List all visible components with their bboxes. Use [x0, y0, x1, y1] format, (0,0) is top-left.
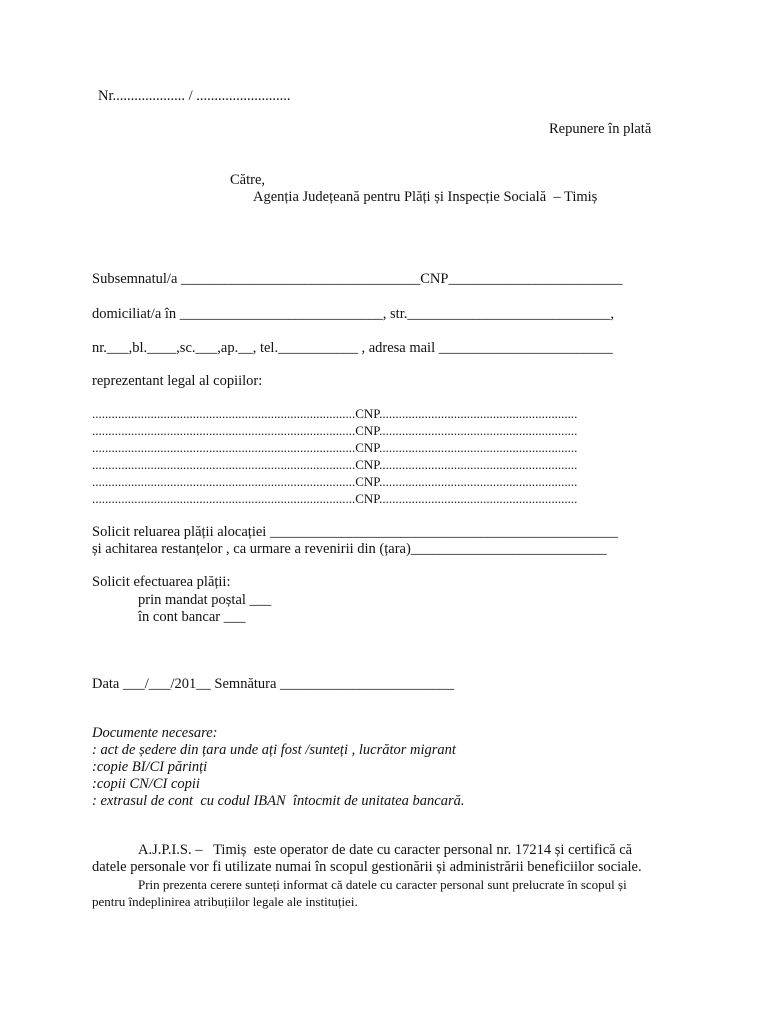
data-operator-statement: A.J.P.I.S. – Timiș este operator de date cu caracter personal nr. 17214 și certifică că: [138, 842, 633, 858]
applicant-name-cnp-line: Subsemnatul/a _________________________________CNP________________________: [92, 271, 623, 287]
required-document-item: :copie BI/CI părinți: [92, 759, 208, 775]
child-entry-line: .................................................................................CNP.............................................................: [92, 440, 578, 455]
required-document-item: :copii CN/CI copii: [92, 776, 200, 792]
required-document-item: : extrasul de cont cu codul IBAN întocmit de unitatea bancară.: [92, 793, 465, 809]
data-processing-notice: Prin prezenta cerere sunteți informat că datele cu caracter personal sunt prelucrate în scopul și: [138, 877, 627, 892]
required-documents-title: Documente necesare:: [92, 725, 218, 741]
recipient-salutation: Către,: [230, 172, 266, 188]
child-entry-line: .................................................................................CNP.............................................................: [92, 491, 578, 506]
payment-method-title: Solicit efectuarea plății:: [92, 574, 231, 590]
recipient-agency: Agenția Județeană pentru Plăți și Inspecție Socială – Timiș: [253, 189, 598, 205]
child-entry-line: .................................................................................CNP.............................................................: [92, 406, 578, 421]
applicant-contact-line: nr.___,bl.____,sc.___,ap.__, tel.___________ , adresa mail ________________________: [92, 340, 613, 356]
child-entry-line: .................................................................................CNP.............................................................: [92, 474, 578, 489]
child-entry-line: .................................................................................CNP.............................................................: [92, 423, 578, 438]
required-document-item: : act de ședere din țara unde ați fost /sunteți , lucrător migrant: [92, 742, 456, 758]
legal-representative-label: reprezentant legal al copiilor:: [92, 373, 263, 389]
registration-number-line: Nr.................... / ..........................: [98, 88, 291, 104]
request-allowance-line: Solicit reluarea plății alocației ________________________________________________: [92, 524, 618, 540]
data-processing-notice-continued: pentru îndeplinirea atribuțiilor legale ale instituției.: [92, 894, 358, 909]
payment-option-postal: prin mandat poștal ___: [138, 592, 272, 608]
payment-option-bank: în cont bancar ___: [138, 609, 246, 625]
data-usage-statement: datele personale vor fi utilizate numai în scopul gestionării și administrării beneficiilor sociale.: [92, 859, 642, 875]
applicant-address-line: domiciliat/a în ____________________________, str.____________________________,: [92, 306, 614, 322]
document-subject: Repunere în plată: [549, 121, 652, 137]
request-arrears-line: și achitarea restanțelor , ca urmare a revenirii din (țara)___________________________: [92, 541, 607, 557]
date-signature-line: Data ___/___/201__ Semnătura ________________________: [92, 676, 455, 692]
child-entry-line: .................................................................................CNP.............................................................: [92, 457, 578, 472]
